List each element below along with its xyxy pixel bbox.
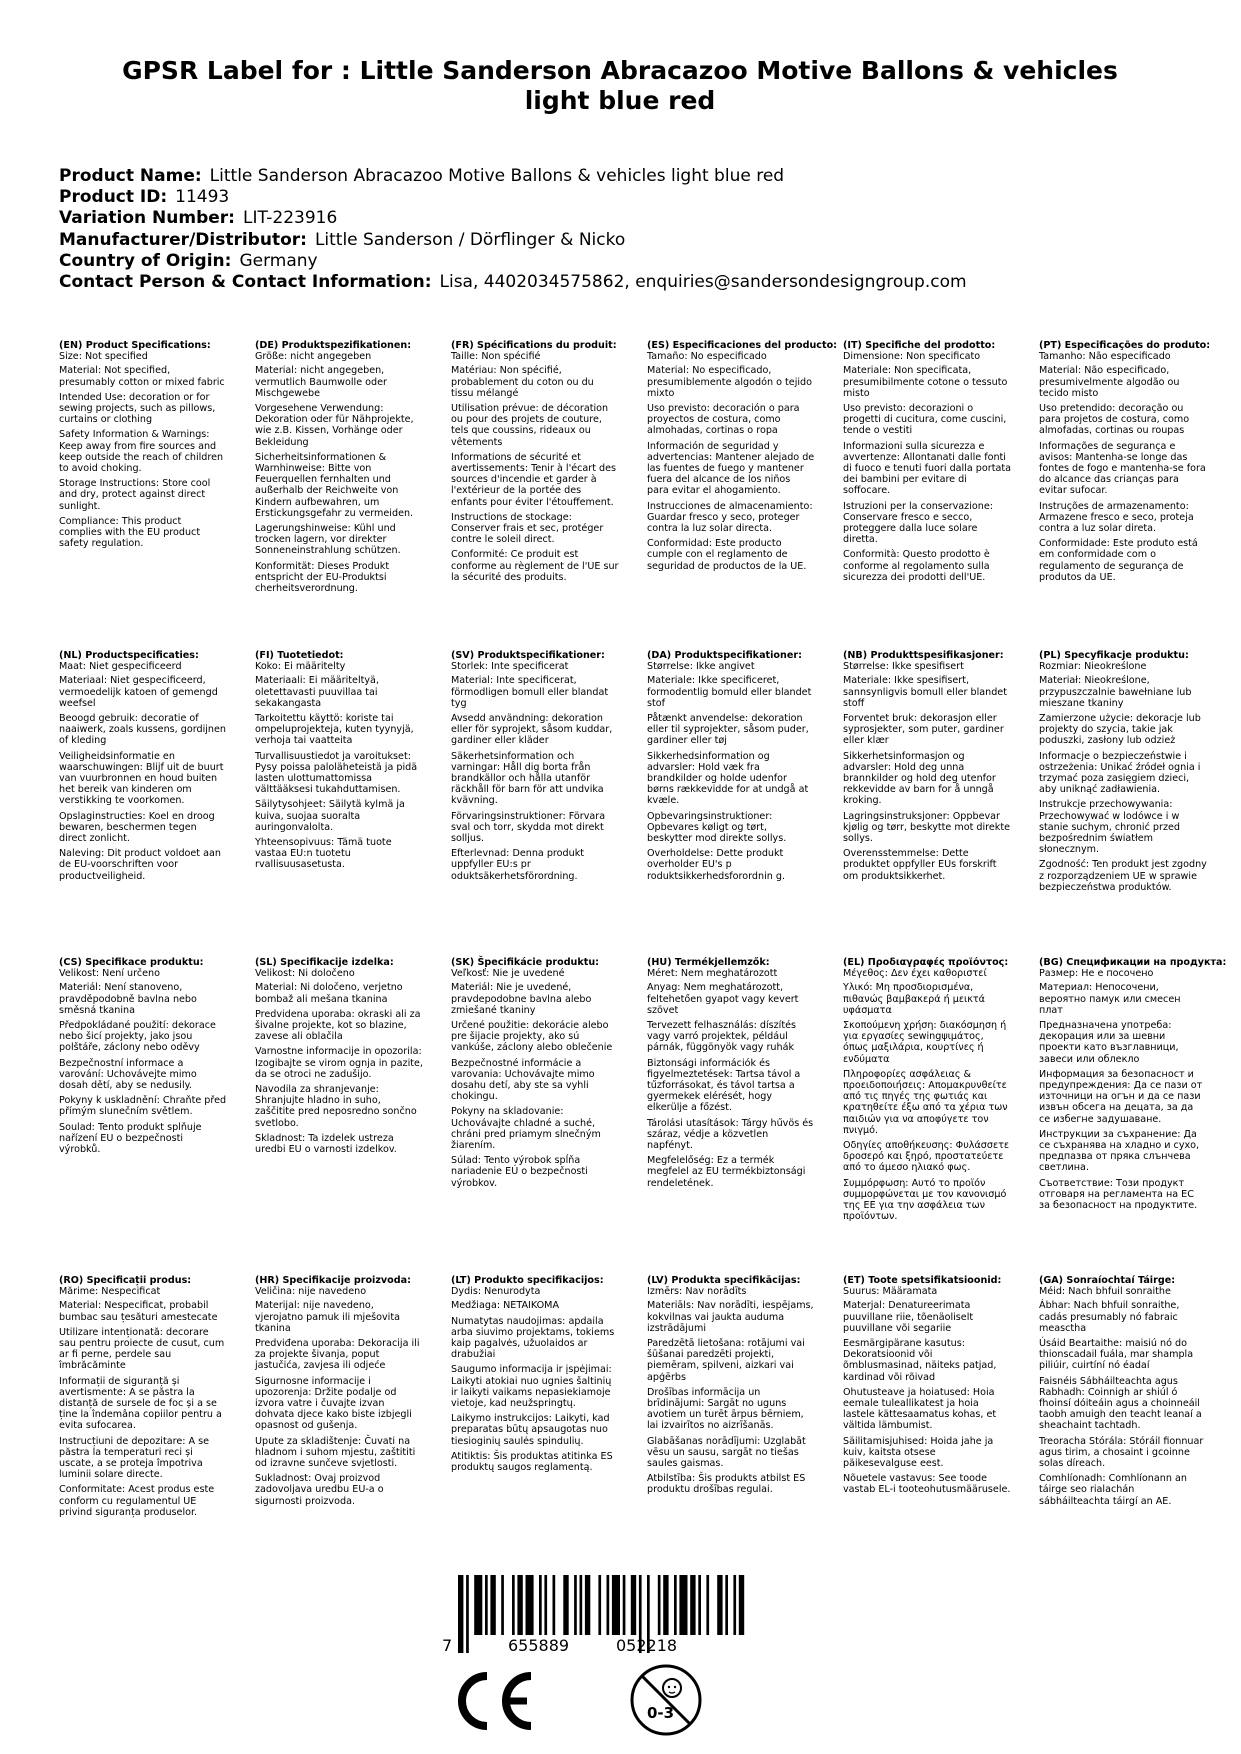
spec-item: Izmērs: Nav norādīts bbox=[647, 1286, 747, 1298]
spec-title: (ET) Toote spetsifikatsioonid: bbox=[843, 1275, 1002, 1286]
spec-item: Ohutusteave ja hoiatused: Hoia eemale tuleallikatest ja hoia lastele kättesaamatus kohas, et vältida lämbumist. bbox=[843, 1386, 997, 1432]
spec-title: (PT) Especificações do produto: bbox=[1039, 340, 1211, 351]
spec-item: Οδηγίες αποθήκευσης: Φυλάσσετε δροσερό και ξηρό, προστατεύετε από το άμεσο ηλιακό φως. bbox=[843, 1140, 1010, 1174]
spec-item: Instructions de stockage: Conserver frais et sec, protéger contre le soleil direct. bbox=[451, 511, 604, 546]
spec-item: Informations de sécurité et avertissements: Tenir à l'écart des sources d'incendie et garder à l'extérieur de la portée des enfants pour éviter l'étouffement. bbox=[451, 451, 617, 508]
barcode-digits-right: 052218 bbox=[616, 1636, 678, 1655]
spec-block bbox=[843, 1275, 1011, 1500]
spec-item: Vorgesehene Verwendung: Dekoration oder für Nähprojekte, wie z.B. Kissen, Vorhänge oder Bekleidung bbox=[255, 403, 414, 448]
spec-item: Материал: Непосочени, вероятно памук или смесен плат bbox=[1039, 982, 1181, 1016]
spec-item: Anyag: Nem meghatározott, feltehetően gyapot vagy kevert szövet bbox=[647, 982, 799, 1016]
spec-item: Medžiaga: NETAIKOMA bbox=[451, 1300, 560, 1312]
spec-item: Tervezett felhasználás: díszítés vagy varró projektek, például párnák, függönyök vagy ruhák bbox=[647, 1020, 797, 1054]
spec-title: (FI) Tuotetiedot: bbox=[255, 650, 344, 661]
info-row bbox=[59, 230, 967, 251]
barcode-digits-middle: 655889 bbox=[508, 1636, 570, 1655]
spec-title: (RO) Specificații produs: bbox=[59, 1275, 192, 1286]
spec-item: Predvidena uporaba: okraski ali za šivalne projekte, kot so blazine, zavese ali oblačila bbox=[255, 1008, 421, 1043]
spec-item: Určené použitie: dekorácie alebo pre šijacie projekty, ako sú vankúše, záclony alebo oblečenie bbox=[451, 1020, 613, 1054]
spec-block bbox=[255, 340, 423, 598]
spec-title: (ES) Especificaciones del producto: bbox=[647, 340, 838, 351]
spec-item: Sicherheitsinformationen & Warnhinweise: Bitte von Feuerquellen fernhalten und außerhalb der Reichweite von Kindern aufbewahren, um Erstickungsgefahr zu vermeiden. bbox=[255, 451, 414, 519]
info-label: Country of Origin: bbox=[59, 250, 232, 271]
spec-block bbox=[1039, 340, 1211, 587]
spec-item: Numatytas naudojimas: apdaila arba siuvimo projektams, tokiems kaip pagalvės, užuolaidos ar drabužiai bbox=[451, 1315, 615, 1361]
spec-item: Instrucțiuni de depozitare: A se păstra la temperaturi reci și uscate, a se proteja împotriva luminii solare directe. bbox=[59, 1435, 210, 1481]
spec-item: Efterlevnad: Denna produkt uppfyller EU:s pr oduktsäkerhetsförordning. bbox=[451, 848, 585, 882]
barcode-bar bbox=[658, 1575, 661, 1635]
spec-block bbox=[647, 650, 815, 886]
spec-item: Påtænkt anvendelse: dekoration eller til syprojekter, såsom puder, gardiner eller tøj bbox=[647, 713, 809, 747]
spec-item: Koko: Ei määritelty bbox=[255, 661, 346, 673]
spec-title: (HU) Termékjellemzők: bbox=[647, 957, 770, 968]
spec-item: Istruzioni per la conservazione: Conservare fresco e secco, proteggere dalla luce solare diretta. bbox=[843, 500, 993, 546]
barcode-bar bbox=[526, 1575, 534, 1635]
spec-item: Ábhar: Nach bhfuil sonraithe, cadás presumably nó fabraic measctha bbox=[1039, 1300, 1180, 1334]
spec-item: Beoogd gebruik: decoratie of naaiwerk, zoals kussens, gordijnen of kleding bbox=[59, 713, 226, 747]
spec-item: Suurus: Määramata bbox=[843, 1286, 938, 1298]
spec-item: Lagerungshinweise: Kühl und trocken lagern, vor direkter Sonneneinstrahlung schützen. bbox=[255, 523, 401, 557]
spec-title: (GA) Sonraíochtaí Táirge: bbox=[1039, 1275, 1176, 1286]
spec-item: Yhteensopivuus: Tämä tuote vastaa EU:n tuotetu rvallisuusasetusta. bbox=[255, 837, 392, 871]
spec-block bbox=[451, 650, 619, 886]
spec-item: Инструкции за съхранение: Да се съхранява на хладно и сухо, предпазва от пряка слънчева светлина. bbox=[1039, 1128, 1200, 1174]
spec-item: Μέγεθος: Δεν έχει καθοριστεί bbox=[843, 968, 987, 980]
barcode-bar bbox=[544, 1575, 547, 1635]
spec-block bbox=[1039, 957, 1227, 1215]
ce-mark-icon bbox=[451, 1670, 537, 1732]
spec-block bbox=[451, 340, 619, 587]
spec-item: Navodila za shranjevanje: Shranjujte hladno in suho, zaščitite pred neposredno sončno svetlobo. bbox=[255, 1084, 417, 1129]
spec-block bbox=[647, 957, 815, 1193]
info-label: Manufacturer/Distributor: bbox=[59, 229, 307, 250]
spec-block bbox=[59, 957, 227, 1159]
barcode-bar bbox=[517, 1575, 522, 1635]
spec-item: Soulad: Tento produkt splňuje nařízení EU o bezpečnosti výrobků. bbox=[59, 1121, 202, 1156]
barcode-bar bbox=[466, 1575, 469, 1653]
spec-title: (EL) Προδιαγραφές προϊόντος: bbox=[843, 957, 1009, 968]
spec-item: Storlek: Inte specificerat bbox=[451, 661, 569, 673]
barcode-bar bbox=[739, 1575, 744, 1635]
spec-item: Größe: nicht angegeben bbox=[255, 351, 372, 363]
barcode-digit-left: 7 bbox=[442, 1636, 453, 1655]
spec-item: Atitiktis: Šis produktas atitinka ES produktų saugos reglamentą. bbox=[451, 1450, 613, 1474]
spec-item: Veľkosť: Nie je uvedené bbox=[451, 968, 565, 980]
barcode-bar bbox=[563, 1575, 568, 1635]
spec-item: Materiaal: Niet gespecificeerd, vermoedelijk katoen of gemengd weefsel bbox=[59, 675, 218, 709]
barcode-bar bbox=[607, 1575, 610, 1635]
spec-item: Συμμόρφωση: Αυτό το προϊόν συμμορφώνεται με τον κανονισμό της ΕΕ για την ασφάλεια των προϊόντων. bbox=[843, 1177, 1007, 1223]
barcode-bar bbox=[690, 1575, 695, 1635]
spec-item: Lagringsinstruksjoner: Oppbevar kjølig og tørr, beskytte mot direkte sollys. bbox=[843, 810, 1011, 845]
barcode-bar bbox=[679, 1575, 687, 1635]
barcode-bar bbox=[501, 1575, 504, 1635]
barcode-bar bbox=[612, 1575, 620, 1635]
spec-item: Material: Not specified, presumably cotton or mixed fabric bbox=[59, 365, 225, 388]
spec-item: Materjal: Denatureerimata puuvillane riie, tõenäoliselt puuvillane või segariie bbox=[843, 1300, 974, 1334]
spec-item: Sukladnost: Ovaj proizvod zadovoljava uredbu EU-a o sigurnosti proizvoda. bbox=[255, 1473, 384, 1507]
spec-item: Faisnéis Sábháilteachta agus Rabhadh: Coinnigh ar shiúl ó fhoinsí dóiteáin agus a choinneáil taobh amuigh den teacht leanaí a sheachaint tachtadh. bbox=[1039, 1375, 1202, 1432]
barcode-bar bbox=[474, 1575, 482, 1635]
spec-item: Tamaño: No especificado bbox=[647, 351, 767, 363]
spec-title: (FR) Spécifications du produit: bbox=[451, 340, 617, 351]
spec-block bbox=[255, 1275, 423, 1511]
spec-item: Material: Não especificado, presumivelmente algodão ou tecido misto bbox=[1039, 365, 1180, 399]
spec-item: Σκοπούμενη χρήση: διακόσμηση ή για εργασίες sewingψιμάτος, όπως μαξιλάρια, κουρτίνες ή ενδύματα bbox=[843, 1020, 1007, 1065]
barcode-bar bbox=[623, 1575, 626, 1635]
spec-title: (LT) Produkto specifikacijos: bbox=[451, 1275, 604, 1286]
info-value: LIT-223916 bbox=[242, 208, 338, 229]
info-row bbox=[59, 187, 967, 208]
spec-item: Pokyny na skladovanie: Uchovávajte chladné a suché, chráni pred priamym slnečným žiarením. bbox=[451, 1106, 601, 1152]
spec-item: Storage Instructions: Store cool and dry, protect against direct sunlight. bbox=[59, 478, 211, 512]
spec-item: Materiāls: Nav norādīti, iespējams, kokvilnas vai jaukta auduma izstrādājumi bbox=[647, 1300, 814, 1334]
spec-item: Comhlíonadh: Comhlíonann an táirge seo rialachán sábháilteachta táirgí an AE. bbox=[1039, 1473, 1187, 1507]
barcode-bar bbox=[485, 1575, 488, 1635]
barcode-bar bbox=[574, 1575, 577, 1635]
spec-item: Sikkerhetsinformasjon og advarsler: Hold deg unna brannkilder og hold deg utenfor rekkevidde av barn for å unngå kroking. bbox=[843, 750, 996, 807]
spec-title: (DA) Produktspecifikationer: bbox=[647, 650, 802, 661]
spec-item: Laikymo instrukcijos: Laikyti, kad preparatas būtų apsaugotas nuo tiesioginių saulės spindulių. bbox=[451, 1413, 610, 1447]
spec-item: Turvallisuustiedot ja varoitukset: Pysy poissa paloläheteistä ja pidä lasten ulottumattomissa välttääksesi tukahduttamisen. bbox=[255, 750, 418, 796]
barcode-bar bbox=[458, 1575, 463, 1653]
spec-item: Förvaringsinstruktioner: Förvara sval och torr, skydda mot direkt solljus. bbox=[451, 810, 606, 845]
barcode-bar bbox=[490, 1575, 495, 1635]
barcode-bar bbox=[663, 1575, 668, 1635]
spec-item: Conformidad: Este producto cumple con el reglamento de seguridad de productos de la UE. bbox=[647, 538, 807, 572]
spec-title: (NL) Productspecificaties: bbox=[59, 650, 199, 661]
spec-item: Materijal: nije navedeno, vjerojatno pamuk ili mješovita tkanina bbox=[255, 1300, 400, 1334]
spec-item: Materiał: Nieokreślone, przypuszczalnie bawełniane lub mieszane tkaniny bbox=[1039, 675, 1192, 709]
spec-block bbox=[647, 340, 838, 576]
spec-item: Atbilstība: Šis produkts atbilst ES produktu drošības regulai. bbox=[647, 1473, 806, 1496]
spec-item: Material: nicht angegeben, vermutlich Baumwolle oder Mischgewebe bbox=[255, 365, 387, 399]
spec-item: Úsáid Beartaithe: maisiú nó do thionscadail fuála, mar shampla piliúir, cuirtíní nó éadaí bbox=[1039, 1338, 1194, 1372]
spec-item: Safety Information & Warnings: Keep away from fire sources and keep outside the reach of children to avoid choking. bbox=[59, 429, 224, 475]
spec-item: Opslaginstructies: Koel en droog bewaren, beschermen tegen direct zonlicht. bbox=[59, 810, 215, 845]
spec-item: Varnostne informacije in opozorila: Izogibajte se virom ognja in pazite, da se otroci ne zadušijo. bbox=[255, 1046, 423, 1080]
spec-item: Съответствие: Този продукт отговаря на регламента на ЕС за безопасност на продуктите. bbox=[1039, 1177, 1198, 1212]
barcode-bar bbox=[706, 1575, 709, 1635]
barcode-bar bbox=[717, 1575, 722, 1635]
spec-item: Uso previsto: decoración o para proyectos de costura, como almohadas, cortinas o ropa bbox=[647, 403, 800, 437]
spec-item: Glabāšanas norādījumi: Uzglabāt vēsu un sausu, sargāt no tiešas saules gaismas. bbox=[647, 1435, 806, 1470]
spec-item: Eesmärgipärane kasutus: Dekoratsioonid või õmblusmasinad, näiteks patjad, kardinad või rõivad bbox=[843, 1338, 997, 1383]
spec-item: Säilitamisjuhised: Hoida jahe ja kuiv, kaitsta otsese päikesevalguse eest. bbox=[843, 1435, 994, 1470]
spec-item: Intended Use: decoration or for sewing projects, such as pillows, curtains or clothing bbox=[59, 391, 216, 426]
spec-item: Materiál: Nie je uvedené, pravdepodobne bavlna alebo zmiešané tkaniny bbox=[451, 982, 592, 1016]
spec-block bbox=[59, 1275, 227, 1522]
spec-item: Materiaali: Ei määriteltyä, oletettavasti puuvillaa tai sekakangasta bbox=[255, 675, 379, 709]
spec-block bbox=[1039, 650, 1207, 897]
spec-item: Material: Nespecificat, probabil bumbac sau țesături amestecate bbox=[59, 1300, 218, 1323]
spec-title: (IT) Specifiche del prodotto: bbox=[843, 340, 996, 351]
spec-item: Størrelse: Ikke angivet bbox=[647, 661, 755, 673]
spec-item: Zamierzone użycie: dekoracje lub projekty do szycia, takie jak poduszki, zasłony lub odzież bbox=[1039, 713, 1201, 747]
spec-item: Saugumo informacija ir įspėjimai: Laikyti atokiai nuo ugnies šaltinių ir laikyti vaikams nepasiekiamoje vietoje, kad neužspringtų. bbox=[451, 1364, 612, 1410]
spec-item: Forventet bruk: dekorasjon eller syprosjekter, som puter, gardiner eller klær bbox=[843, 713, 1004, 747]
barcode-bar bbox=[512, 1575, 515, 1635]
spec-block bbox=[647, 1275, 815, 1500]
spec-item: Taille: Non spécifié bbox=[451, 351, 541, 363]
spec-item: Informații de siguranță și avertismente: A se păstra la distanță de sursele de foc și a se ține la îndemâna copiilor pentru a evita sufocarea. bbox=[59, 1375, 222, 1432]
spec-item: Uso previsto: decorazioni o progetti di cucitura, come cuscini, tende o vestiti bbox=[843, 403, 1007, 437]
spec-title: (SK) Špecifikácie produktu: bbox=[451, 957, 600, 968]
spec-block bbox=[255, 650, 423, 875]
spec-title: (PL) Specyfikacje produktu: bbox=[1039, 650, 1189, 661]
barcode-bar bbox=[580, 1575, 583, 1635]
spec-item: Velikost: Ni določeno bbox=[255, 968, 355, 980]
spec-item: Utilizare intenționată: decorare sau pentru proiecte de cusut, cum ar fi perne, perdele sau îmbrăcăminte bbox=[59, 1326, 225, 1372]
spec-item: Drošības informācija un brīdinājumi: Sargāt no uguns avotiem un turēt ārpus bērniem, lai izvairītos no aizrīšanās. bbox=[647, 1386, 804, 1432]
info-label: Contact Person & Contact Information: bbox=[59, 272, 432, 293]
spec-item: Uso pretendido: decoração ou para projetos de costura, como almofadas, cortinas ou roupas bbox=[1039, 403, 1190, 437]
info-value: Little Sanderson Abracazoo Motive Ballons & vehicles light blue red bbox=[209, 166, 785, 186]
spec-item: Bezpečnostní informace a varování: Uchovávejte mimo dosah dětí, aby se nedusily. bbox=[59, 1057, 197, 1092]
spec-item: Säkerhetsinformation och varningar: Håll dig borta från brandkällor och hålla utanför räckhåll för barn för att undvika kvävning. bbox=[451, 750, 604, 807]
barcode-bar bbox=[553, 1575, 556, 1635]
spec-item: Veličina: nije navedeno bbox=[255, 1286, 367, 1298]
barcode-bar bbox=[674, 1575, 677, 1635]
info-row bbox=[59, 251, 967, 272]
spec-item: Materiale: Non specificata, presumibilmente cotone o tessuto misto bbox=[843, 365, 1008, 399]
spec-item: Materiale: Ikke specificeret, formodentlig bomuld eller blandet stof bbox=[647, 675, 812, 709]
spec-title: (SV) Produktspecifikationer: bbox=[451, 650, 605, 661]
spec-item: Méid: Nach bhfuil sonraithe bbox=[1039, 1286, 1171, 1298]
spec-item: Pokyny k uskladnění: Chraňte před přímým slunečním světlem. bbox=[59, 1095, 227, 1118]
spec-item: Tárolási utasítások: Tárgy hűvös és száraz, védje a közvetlen napfényt. bbox=[647, 1117, 814, 1152]
spec-item: Súlad: Tento výrobok spĺňa nariadenie EÚ o bezpečnosti výrobkov. bbox=[451, 1155, 588, 1189]
info-label: Product ID: bbox=[59, 187, 168, 208]
spec-item: Veiligheidsinformatie en waarschuwingen: Blijf uit de buurt van vuurbronnen en houd buiten het bereik van kinderen om verstikking te voorkomen. bbox=[59, 750, 224, 807]
spec-item: Conformidade: Este produto está em conformidade com o regulamento de segurança de produtos da UE. bbox=[1039, 538, 1198, 583]
spec-block bbox=[59, 340, 227, 553]
info-row bbox=[59, 272, 967, 293]
barcode-bar bbox=[585, 1575, 590, 1635]
spec-item: Предназначена употреба: декорация или за шевни проекти като възглавници, завеси или облекло bbox=[1039, 1020, 1179, 1065]
spec-item: Material: Ni določeno, verjetno bombaž ali mešana tkanina bbox=[255, 982, 403, 1005]
spec-item: Velikost: Není určeno bbox=[59, 968, 160, 980]
spec-item: Avsedd användning: dekoration eller för syprojekt, såsom kuddar, gardiner eller kläder bbox=[451, 713, 613, 747]
spec-item: Matériau: Non spécifié, probablement du coton ou du tissu mélangé bbox=[451, 365, 594, 399]
spec-block bbox=[843, 340, 1011, 587]
info-value: Germany bbox=[239, 250, 318, 271]
spec-item: Materiale: Ikke spesifisert, sannsynligvis bomull eller blandet stoff bbox=[843, 675, 1007, 709]
spec-item: Υλικό: Μη προσδιορισμένα, πιθανώς βαμβακερά ή μεικτά υφάσματα bbox=[843, 982, 986, 1016]
spec-item: Naleving: Dit product voldoet aan de EU-voorschriften voor productveiligheid. bbox=[59, 848, 221, 882]
spec-item: Overensstemmelse: Dette produktet oppfyller EUs forskrift om produktsikkerhet. bbox=[843, 848, 997, 882]
spec-title: (DE) Produktspezifikationen: bbox=[255, 340, 412, 351]
info-label: Variation Number: bbox=[59, 208, 235, 229]
not-for-children-0-3-icon bbox=[628, 1662, 704, 1738]
spec-item: Информация за безопасност и предупреждения: Да се пази от източници на огън и да се пази извън обсега на децата, за да се избегне задушаване. bbox=[1039, 1068, 1203, 1125]
spec-item: Размер: Не е посочено bbox=[1039, 968, 1154, 980]
barcode-bar bbox=[733, 1575, 736, 1635]
spec-block bbox=[843, 957, 1011, 1226]
spec-item: Tamanho: Não especificado bbox=[1039, 351, 1171, 363]
spec-item: Size: Not specified bbox=[59, 351, 148, 363]
spec-item: Předpokládané použití: dekorace nebo šicí projekty, jako jsou polštáře, záclony nebo oděvy bbox=[59, 1020, 216, 1054]
spec-item: Mărime: Nespecificat bbox=[59, 1286, 161, 1298]
spec-item: Sigurnosne informacije i upozorenja: Držite podalje od izvora vatre i čuvajte izvan dohvata djece kako biste izbjegli opasnost od gušenja. bbox=[255, 1375, 412, 1432]
spec-title: (LV) Produkta specifikācijas: bbox=[647, 1275, 801, 1286]
info-value: 11493 bbox=[175, 187, 230, 208]
spec-item: Dydis: Nenurodyta bbox=[451, 1286, 541, 1298]
spec-title: (BG) Спецификации на продукта: bbox=[1039, 957, 1227, 968]
barcode-bar bbox=[598, 1575, 601, 1635]
spec-item: Información de seguridad y advertencias: Mantener alejado de las fuentes de fuego y mantener fuera del alcance de los niños para evitar el ahogamiento. bbox=[647, 440, 815, 497]
spec-title: (HR) Specifikacije proizvoda: bbox=[255, 1275, 411, 1286]
spec-item: Tarkoitettu käyttö: koriste tai ompeluprojekteja, kuten tyynyjä, verhoja tai vaatteita bbox=[255, 713, 414, 747]
spec-item: Material: Inte specificerat, förmodligen bomull eller blandat tyg bbox=[451, 675, 609, 709]
spec-item: Conformitate: Acest produs este conform cu regulamentul UE privind siguranța produselor. bbox=[59, 1484, 215, 1518]
spec-item: Materiál: Není stanoveno, pravděpodobně bavlna nebo směsná tkanina bbox=[59, 982, 197, 1016]
spec-item: Biztonsági információk és figyelmeztetések: Tartsa távol a tűzforrásokat, és távol tartsa a gyermekek elérését, hogy elkerülje a főzést. bbox=[647, 1057, 801, 1114]
spec-item: Nõuetele vastavus: See toode vastab EL-i tooteohutusmäärusele. bbox=[843, 1473, 1011, 1496]
spec-block bbox=[451, 957, 619, 1193]
spec-item: Sikkerhedsinformation og advarsler: Hold væk fra brandkilder og holde udenfor børns rækkevidde for at undgå at kvæle. bbox=[647, 750, 809, 807]
info-value: Little Sanderson / Dörflinger & Nicko bbox=[314, 229, 626, 250]
spec-item: Informazioni sulla sicurezza e avvertenze: Allontanati dalle fonti di fuoco e tenuti fuori dalla portata dei bambini per evitare di soffocare. bbox=[843, 440, 1011, 497]
spec-item: Opbevaringsinstruktioner: Opbevares køligt og tørt, beskytter mod direkte sollys. bbox=[647, 810, 787, 845]
spec-item: Upute za skladištenje: Čuvati na hladnom i suhom mjestu, zaštititi od izravne sunčeve svjetlosti. bbox=[255, 1435, 416, 1470]
spec-item: Conformità: Questo prodotto è conforme al regolamento sulla sicurezza dei prodotti dell'UE. bbox=[843, 549, 990, 583]
spec-item: Instrucciones de almacenamiento: Guardar fresco y seco, proteger contra la luz solar directa. bbox=[647, 500, 813, 535]
spec-item: Størrelse: Ikke spesifisert bbox=[843, 661, 964, 673]
spec-item: Instrukcje przechowywania: Przechowywać w lodówce i w stanie suchym, chronić przed bezpośrednim światłem słonecznym. bbox=[1039, 799, 1180, 856]
spec-block bbox=[843, 650, 1011, 886]
info-label: Product Name: bbox=[59, 166, 202, 186]
page-title: GPSR Label for : Little Sanderson Abracazoo Motive Ballons & vehicles light blue red bbox=[122, 56, 1118, 115]
spec-item: Conformité: Ce produit est conforme au règlement de l'UE sur la sécurité des produits. bbox=[451, 549, 619, 583]
spec-item: Material: No especificado, presumiblemente algodón o tejido mixto bbox=[647, 365, 812, 399]
spec-item: Predviđena uporaba: Dekoracija ili za projekte šivanja, poput jastučića, zavjesa ili odjeće bbox=[255, 1338, 420, 1372]
spec-block bbox=[59, 650, 227, 886]
info-row bbox=[59, 166, 967, 187]
info-value: Lisa, 4402034575862, enquiries@sandersondesigngroup.com bbox=[439, 272, 967, 293]
spec-title: (EN) Product Specifications: bbox=[59, 340, 211, 351]
barcode bbox=[450, 1575, 750, 1655]
spec-item: Informações de segurança e avisos: Mantenha-se longe das fontes de fogo e mantenha-se fora do alcance das crianças para evitar sufocar. bbox=[1039, 440, 1206, 497]
barcode-bar bbox=[539, 1575, 542, 1635]
spec-item: Méret: Nem meghatározott bbox=[647, 968, 778, 980]
spec-item: Utilisation prévue: de décoration ou pour des projets de couture, tels que coussins, rideaux ou vêtements bbox=[451, 403, 609, 448]
spec-item: Zgodność: Ten produkt jest zgodny z rozporządzeniem UE w sprawie bezpieczeństwa produktów. bbox=[1039, 859, 1207, 893]
spec-title: (NB) Produkttspesifikasjoner: bbox=[843, 650, 1004, 661]
spec-item: Paredzētā lietošana: rotājumi vai šūšanai paredzēti projekti, piemēram, spilveni, aizkari vai apģērbs bbox=[647, 1338, 805, 1383]
spec-block bbox=[255, 957, 423, 1159]
spec-title: (CS) Specifikace produktu: bbox=[59, 957, 204, 968]
spec-item: Treoracha Stórála: Stóráil fionnuar agus tirim, a chosaint i gcoinne solas díreach. bbox=[1039, 1435, 1204, 1470]
barcode-bar bbox=[698, 1575, 701, 1635]
product-info bbox=[59, 166, 967, 293]
spec-item: Informacje o bezpieczeństwie i ostrzeżenia: Unikać źródeł ognia i trzymać poza zasięgiem dzieci, aby uniknąć zadławienia. bbox=[1039, 750, 1201, 796]
barcode-bar bbox=[725, 1575, 728, 1635]
spec-item: Megfelelőség: Ez a termék megfelel az EU termékbiztonsági rendeletének. bbox=[647, 1155, 806, 1189]
spec-item: Bezpečnostné informácie a varovania: Uchovávajte mimo dosahu detí, aby ste sa vyhli chokingu. bbox=[451, 1057, 595, 1103]
spec-item: Säilytysohjeet: Säilytä kylmä ja kuiva, suojaa suoralta auringonvalolta. bbox=[255, 799, 405, 833]
spec-item: Overholdelse: Dette produkt overholder EU's p roduktsikkerhedsforordnin g. bbox=[647, 848, 786, 882]
spec-item: Skladnost: Ta izdelek ustreza uredbi EU o varnosti izdelkov. bbox=[255, 1132, 397, 1156]
spec-item: Πληροφορίες ασφάλειας & προειδοποιήσεις: Απομακρυνθείτε από τις πηγές της φωτιάς και κρατηθείτε έξω από τα χέρια των παιδιών για να αποφύγετε τον πνιγμό. bbox=[843, 1068, 1008, 1136]
info-row bbox=[59, 208, 967, 229]
spec-item: Dimensione: Non specificato bbox=[843, 351, 981, 363]
spec-item: Compliance: This product complies with the EU product safety regulation. bbox=[59, 515, 201, 550]
spec-item: Maat: Niet gespecificeerd bbox=[59, 661, 182, 673]
age-label: 0-3 bbox=[647, 1704, 675, 1722]
spec-item: Instruções de armazenamento: Armazene fresco e seco, proteja contra a luz solar direta. bbox=[1039, 500, 1194, 535]
barcode-bar bbox=[631, 1575, 636, 1635]
spec-item: Rozmiar: Nieokreślone bbox=[1039, 661, 1147, 673]
spec-item: Konformität: Dieses Produkt entspricht der EU-Produktsi cherheitsverordnung. bbox=[255, 560, 390, 595]
spec-title: (SL) Specifikacije izdelka: bbox=[255, 957, 394, 968]
spec-block bbox=[451, 1275, 619, 1477]
spec-block bbox=[1039, 1275, 1207, 1511]
